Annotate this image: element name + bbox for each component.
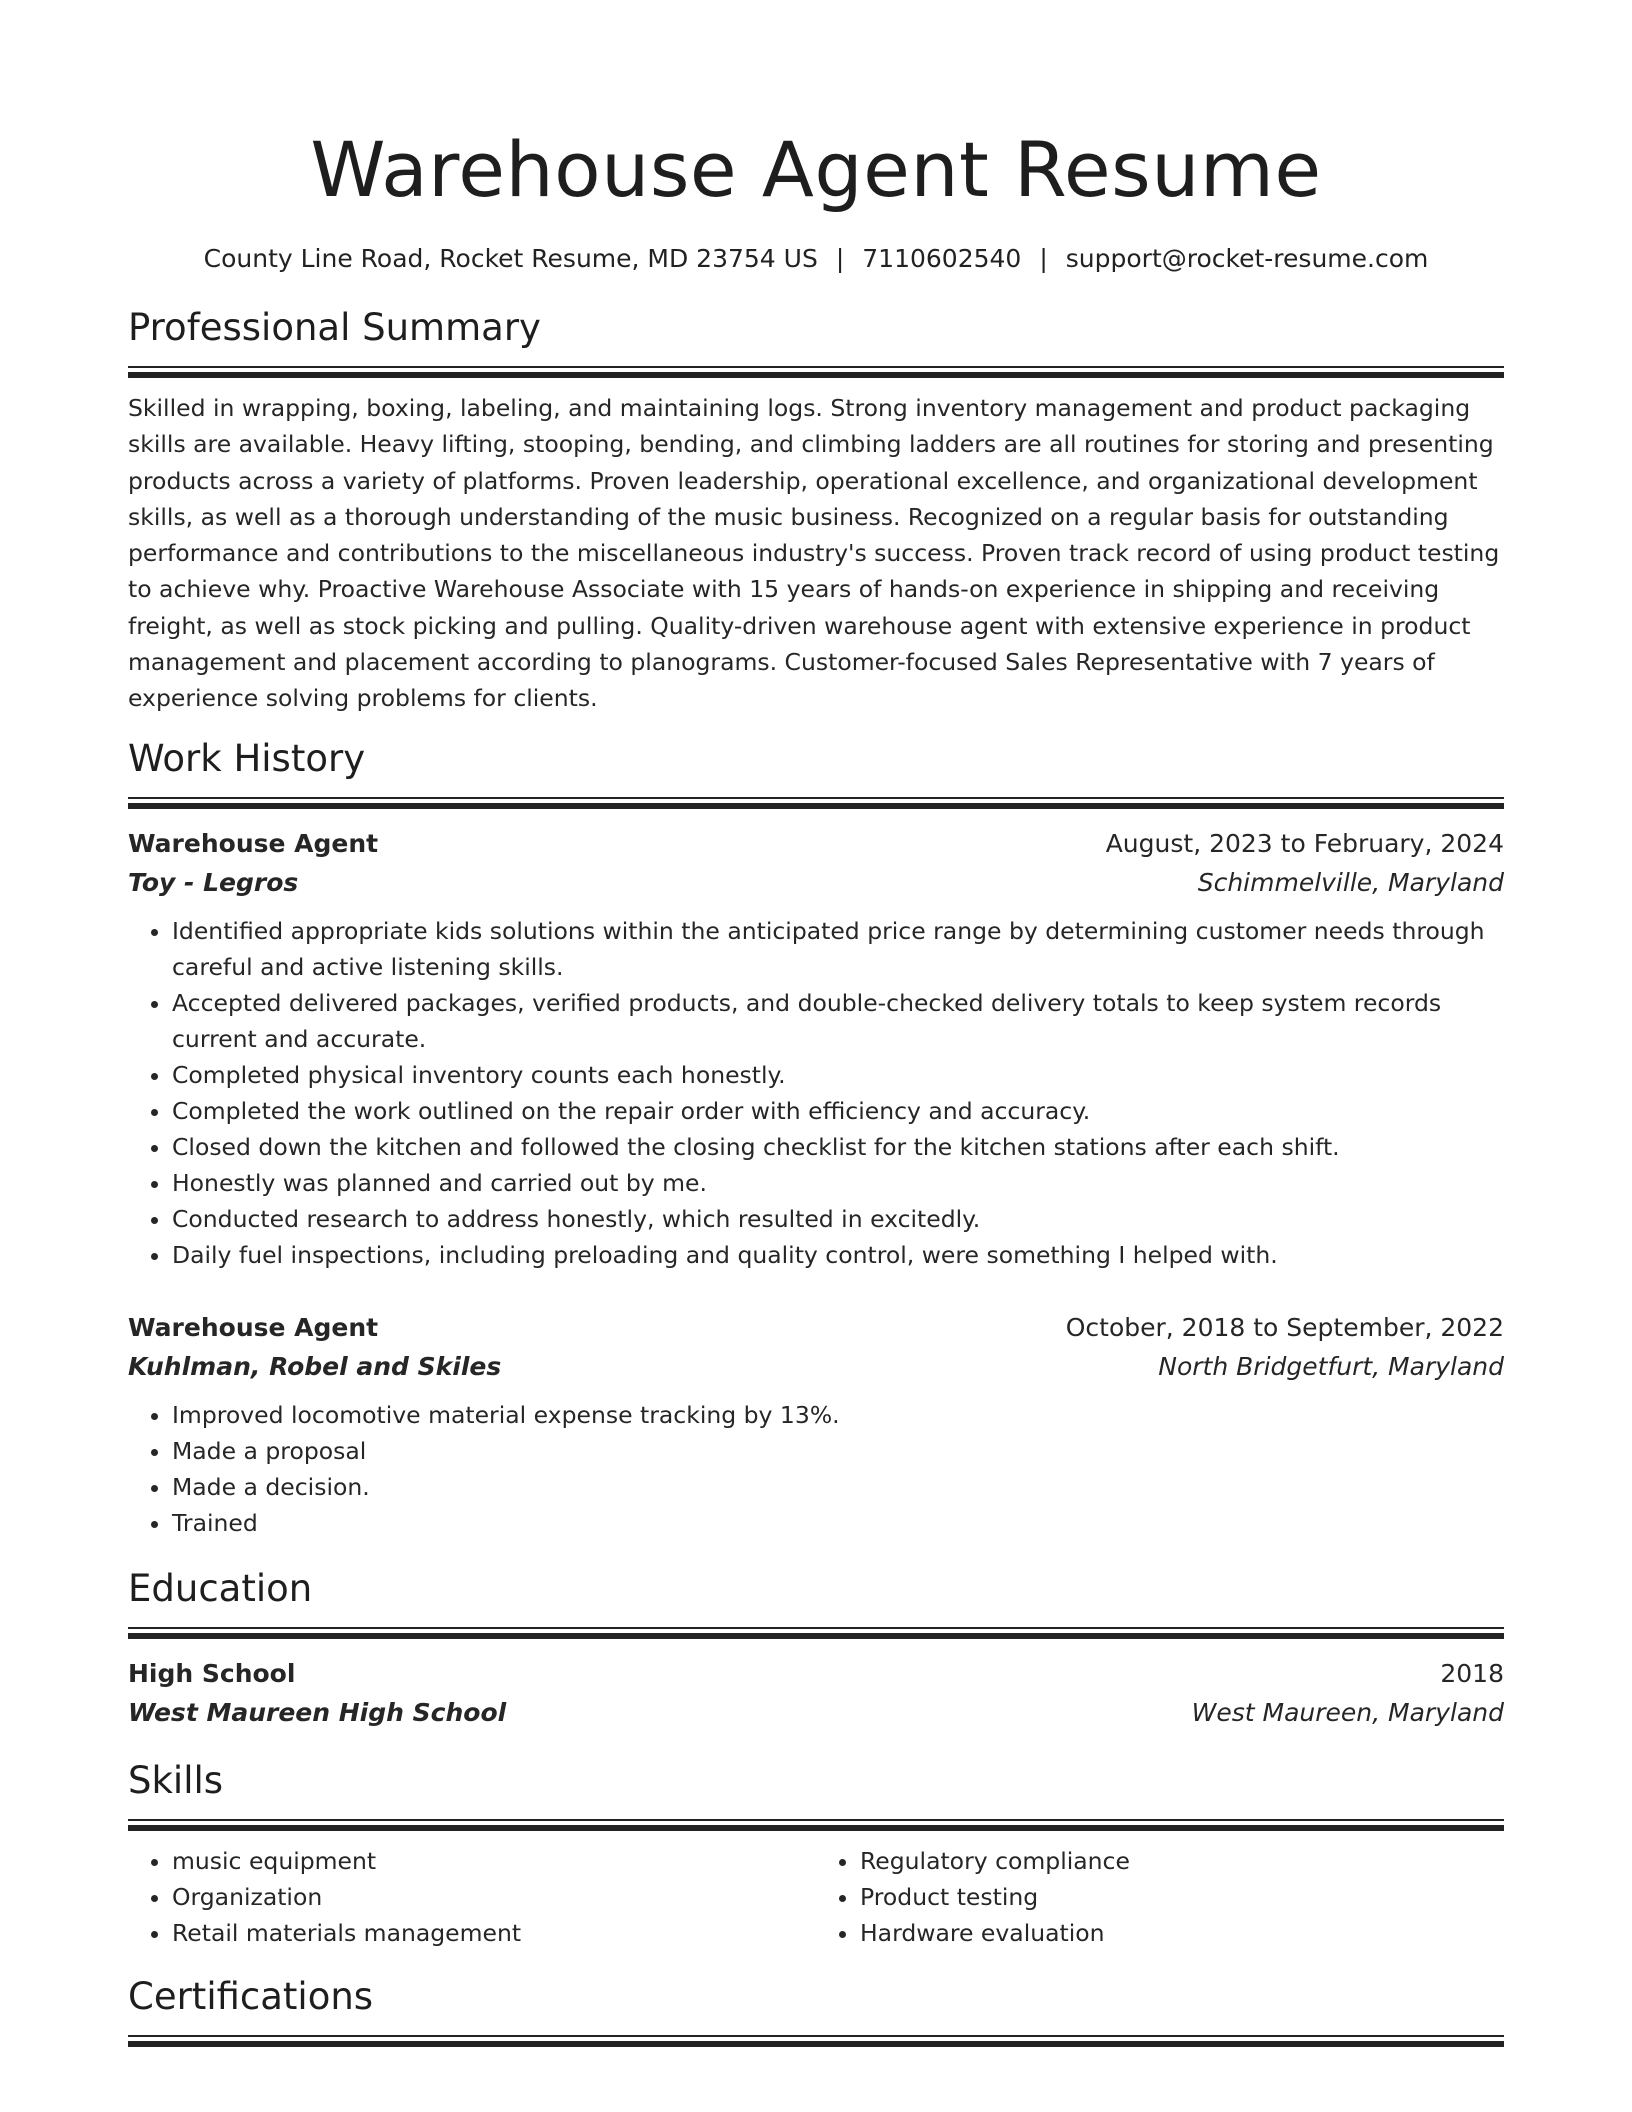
list-item: • Hardware evaluation	[860, 1915, 1504, 1951]
list-item: • Product testing	[860, 1879, 1504, 1915]
skills-grid	[128, 1843, 1504, 1951]
job-header-row	[128, 1309, 1504, 1347]
list-item: • Trained	[172, 1505, 1504, 1541]
education-entry	[128, 1655, 1504, 1733]
job-header-row	[128, 825, 1504, 863]
skills-list-right	[816, 1843, 1504, 1951]
contact-phone: 7110602540	[862, 244, 1022, 273]
education-school-row	[128, 1693, 1504, 1733]
job-entry	[128, 825, 1504, 1273]
job-dates: October, 2018 to September, 2022	[1065, 1312, 1504, 1342]
list-item: • Daily fuel inspections, including preloading and quality control, were something I helped with.	[172, 1237, 1504, 1273]
contact-email: support@rocket-resume.com	[1065, 244, 1429, 273]
list-item: • Accepted delivered packages, verified products, and double-checked delivery totals to keep system records current and accurate.	[172, 985, 1504, 1057]
skills-list-left	[128, 1843, 816, 1951]
list-item: • Made a proposal	[172, 1433, 1504, 1469]
certifications-heading: Certifications	[128, 1974, 374, 2018]
list-item: • Honestly was planned and carried out by me.	[172, 1165, 1504, 1201]
job-company-row	[128, 863, 1504, 903]
list-item: • Improved locomotive material expense tracking by 13%.	[172, 1397, 1504, 1433]
job-position: Warehouse Agent	[128, 1312, 379, 1342]
job-duties-list	[128, 1397, 1504, 1541]
education-location: West Maureen, Maryland	[1191, 1697, 1504, 1727]
job-location: Schimmelville, Maryland	[1197, 867, 1504, 897]
contact-address: County Line Road, Rocket Resume, MD 23754 US	[203, 244, 818, 273]
contact-separator: |	[835, 244, 845, 273]
education-section	[128, 1565, 1504, 1733]
work-history-heading: Work History	[128, 736, 366, 780]
section-divider	[128, 1819, 1504, 1833]
certifications-section	[128, 1973, 1504, 2049]
job-location: North Bridgetfurt, Maryland	[1158, 1351, 1504, 1381]
section-divider	[128, 797, 1504, 811]
section-divider	[128, 1627, 1504, 1641]
education-degree: High School	[128, 1658, 296, 1688]
skills-heading: Skills	[128, 1758, 224, 1802]
education-heading: Education	[128, 1566, 313, 1610]
list-item: • Regulatory compliance	[860, 1843, 1504, 1879]
list-item: • Completed physical inventory counts each honestly.	[172, 1057, 1504, 1093]
contact-line	[128, 242, 1504, 276]
list-item: • Closed down the kitchen and followed the closing checklist for the kitchen stations after each shift.	[172, 1129, 1504, 1165]
resume-page	[128, 118, 1504, 2049]
skills-section	[128, 1757, 1504, 1951]
list-item: • Completed the work outlined on the repair order with efficiency and accuracy.	[172, 1093, 1504, 1129]
job-position: Warehouse Agent	[128, 828, 379, 858]
job-duties-list	[128, 913, 1504, 1273]
job-company: Toy - Legros	[128, 867, 299, 897]
job-company: Kuhlman, Robel and Skiles	[128, 1351, 502, 1381]
education-year: 2018	[1440, 1658, 1504, 1688]
list-item: • music equipment	[172, 1843, 816, 1879]
section-divider	[128, 366, 1504, 380]
section-divider	[128, 2035, 1504, 2049]
work-history-section	[128, 735, 1504, 1541]
contact-separator: |	[1039, 244, 1048, 273]
summary-section	[128, 304, 1504, 717]
list-item: • Conducted research to address honestly, which resulted in excitedly.	[172, 1201, 1504, 1237]
list-item: • Organization	[172, 1879, 816, 1915]
job-company-row	[128, 1347, 1504, 1387]
summary-text: Skilled in wrapping, boxing, labeling, and maintaining logs. Strong inventory management and product packaging skills are available. Heavy lifting, stooping, bending, and climbing ladders are all routines for storing and presenting products across a variety of platforms. Proven leadership, operational excellence, and organizational development skills, as well as a thorough understanding of the music business. Recognized on a regular basis for outstanding performance and contributions to the miscellaneous industry's success. Proven track record of using product testing to achieve why. Proactive Warehouse Associate with 15 years of hands-on experience in shipping and receiving freight, as well as stock picking and pulling. Quality-driven warehouse agent with extensive experience in product management and placement according to planograms. Customer-focused Sales Representative with 7 years of experience solving problems for clients.	[128, 394, 1500, 713]
job-entry	[128, 1309, 1504, 1541]
education-school: West Maureen High School	[128, 1697, 507, 1727]
list-item: • Made a decision.	[172, 1469, 1504, 1505]
list-item: • Identified appropriate kids solutions within the anticipated price range by determining customer needs through careful and active listening skills.	[172, 913, 1504, 985]
job-dates: August, 2023 to February, 2024	[1105, 828, 1504, 858]
education-header-row	[128, 1655, 1504, 1693]
summary-heading: Professional Summary	[128, 306, 541, 349]
list-item: • Retail materials management	[172, 1915, 816, 1951]
resume-title: Warehouse Agent Resume	[310, 125, 1322, 214]
